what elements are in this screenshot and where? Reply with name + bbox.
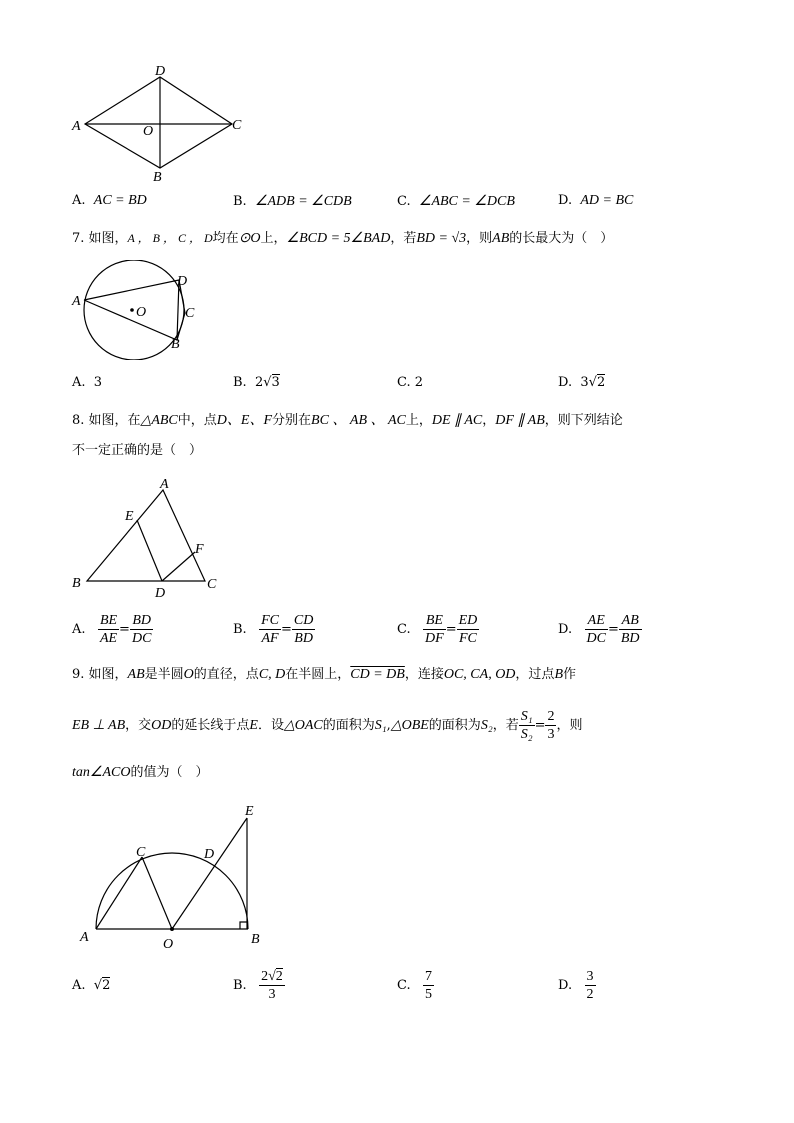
figure-q6-rhombus bbox=[60, 60, 260, 190]
q9-option-a-letter: A. bbox=[72, 978, 86, 993]
q9-option-c: $\frac{7}{5}$ bbox=[425, 969, 433, 1002]
figure-q7-circle bbox=[60, 260, 210, 360]
fig-q6-label-d: D bbox=[155, 64, 166, 79]
q6-option-b: ∠ADB = ∠CDB bbox=[254, 194, 352, 209]
fig-q9-label-e: E bbox=[245, 804, 254, 819]
q8-option-a-rhs: $\frac{BD}{DC}$ bbox=[131, 613, 152, 646]
q6-option-d-letter: D. bbox=[558, 193, 573, 208]
q8-option-a-lhs: $\frac{BE}{AE}$ bbox=[99, 613, 118, 646]
fig-q9-label-c: C bbox=[136, 845, 146, 860]
fig-q8-label-a: A bbox=[160, 477, 169, 492]
q8-option-b-lhs: $\frac{FC}{AF}$ bbox=[261, 613, 279, 646]
figure-q9-semicircle bbox=[70, 798, 270, 958]
q8-option-c-rhs: $\frac{ED}{FC}$ bbox=[458, 613, 478, 646]
q6-option-a: AC = BD bbox=[93, 193, 147, 208]
q8-option-a-letter: A. bbox=[72, 622, 86, 637]
q7-stem: 7. 如图，A ， B ， C ， D均在⊙O上，∠BCD = 5∠BAD，若BD = √3，则AB的长最大为（ ） bbox=[72, 231, 614, 246]
fig-q9-label-a: A bbox=[80, 930, 89, 945]
sqrt-icon: √ bbox=[268, 969, 276, 984]
q8-option-d-letter: D. bbox=[558, 622, 573, 637]
fig-q7-label-d: D bbox=[177, 274, 188, 289]
q7-option-a-letter: A. bbox=[72, 375, 86, 390]
q8-option-d-lhs: $\frac{AE}{DC}$ bbox=[586, 613, 606, 646]
fig-q8-label-f: F bbox=[195, 542, 204, 557]
q8-option-d-rhs: $\frac{AB}{BD}$ bbox=[620, 613, 640, 646]
q9-ratio-value: $\frac{2}{3}$ bbox=[547, 709, 555, 742]
fig-q6-label-c: C bbox=[232, 118, 242, 133]
q9-arc-equality: CD = DB bbox=[350, 667, 405, 682]
q6-option-c: ∠ABC = ∠DCB bbox=[418, 194, 515, 209]
q9-option-d-letter: D. bbox=[558, 978, 573, 993]
fig-q7-label-c: C bbox=[185, 306, 195, 321]
fig-q8-label-b: B bbox=[72, 576, 81, 591]
q8-option-c-lhs: $\frac{BE}{DF}$ bbox=[425, 613, 444, 646]
fig-q6-label-a: A bbox=[72, 119, 81, 134]
fig-q9-label-d: D bbox=[204, 847, 215, 862]
fig-q6-label-b: B bbox=[153, 170, 162, 185]
fig-q9-label-b: B bbox=[251, 932, 260, 947]
q9-option-d: $\frac{3}{2}$ bbox=[586, 969, 594, 1002]
q8-option-c-letter: C. bbox=[397, 622, 411, 637]
sqrt-icon: √ bbox=[588, 375, 597, 390]
q9-stem-line1: 9. 如图，AB是半圆O的直径，点C, D在半圆上，CD = DB，连接OC, CA, OD，过点B作 bbox=[72, 667, 577, 682]
figure-q8-triangle bbox=[65, 472, 235, 602]
q7-option-d: 3√2 bbox=[580, 375, 606, 390]
q6-option-a-letter: A. bbox=[72, 193, 86, 208]
sqrt-icon: √ bbox=[93, 978, 103, 993]
fig-q9-label-o: O bbox=[163, 937, 174, 952]
q7-option-c: 2 bbox=[414, 375, 424, 390]
q8-stem-line1: 8. 如图，在△ABC中，点D、E、F分别在BC 、 AB 、 AC上，DE ∥ AC，DF ∥ AB，则下列结论 bbox=[72, 413, 623, 428]
q7-option-b-letter: B. bbox=[233, 375, 247, 390]
fig-q7-label-b: B bbox=[171, 337, 180, 352]
q9-stem-line2: EB ⊥ AB，交OD的延长线于点E．设△OAC的面积为S₁,△OBE的面积为S₂，若 $\frac{\text{S₁}}{\text{S₂}}$ = $\frac{2}{3}$ ，则 bbox=[72, 709, 583, 742]
q9-option-b: $\frac{2√2}{3}$ bbox=[261, 969, 283, 1002]
q6-option-b-letter: B. bbox=[233, 194, 247, 209]
q9-option-c-letter: C. bbox=[397, 978, 411, 993]
q9-stem-line3: tan∠ACO的值为（ ） bbox=[72, 765, 209, 780]
q7-option-d-letter: D. bbox=[558, 375, 573, 390]
q6-option-d: AD = BC bbox=[580, 193, 634, 208]
q7-option-b: 2√3 bbox=[254, 375, 280, 390]
q9-option-a: √2 bbox=[93, 978, 111, 993]
fig-q8-label-c: C bbox=[207, 577, 217, 592]
q8-option-b-letter: B. bbox=[233, 622, 247, 637]
q8-option-b-rhs: $\frac{CD}{BD}$ bbox=[293, 613, 314, 646]
fig-q6-label-o: O bbox=[143, 124, 154, 139]
fig-q8-label-d: D bbox=[155, 586, 166, 601]
q6-option-c-letter: C. bbox=[397, 194, 411, 209]
q7-option-a: 3 bbox=[93, 375, 103, 390]
q7-option-c-letter: C. bbox=[397, 375, 411, 390]
fig-q8-label-e: E bbox=[125, 509, 134, 524]
fig-q7-label-a: A bbox=[72, 294, 81, 309]
fig-q7-label-o: O bbox=[136, 305, 147, 320]
q9-ratio-fraction: $\frac{\text{S₁}}{\text{S₂}}$ bbox=[520, 709, 533, 742]
q9-option-b-letter: B. bbox=[233, 978, 247, 993]
q8-stem-line2: 不一定正确的是（ ） bbox=[72, 443, 203, 458]
sqrt-icon: √ bbox=[263, 375, 272, 390]
